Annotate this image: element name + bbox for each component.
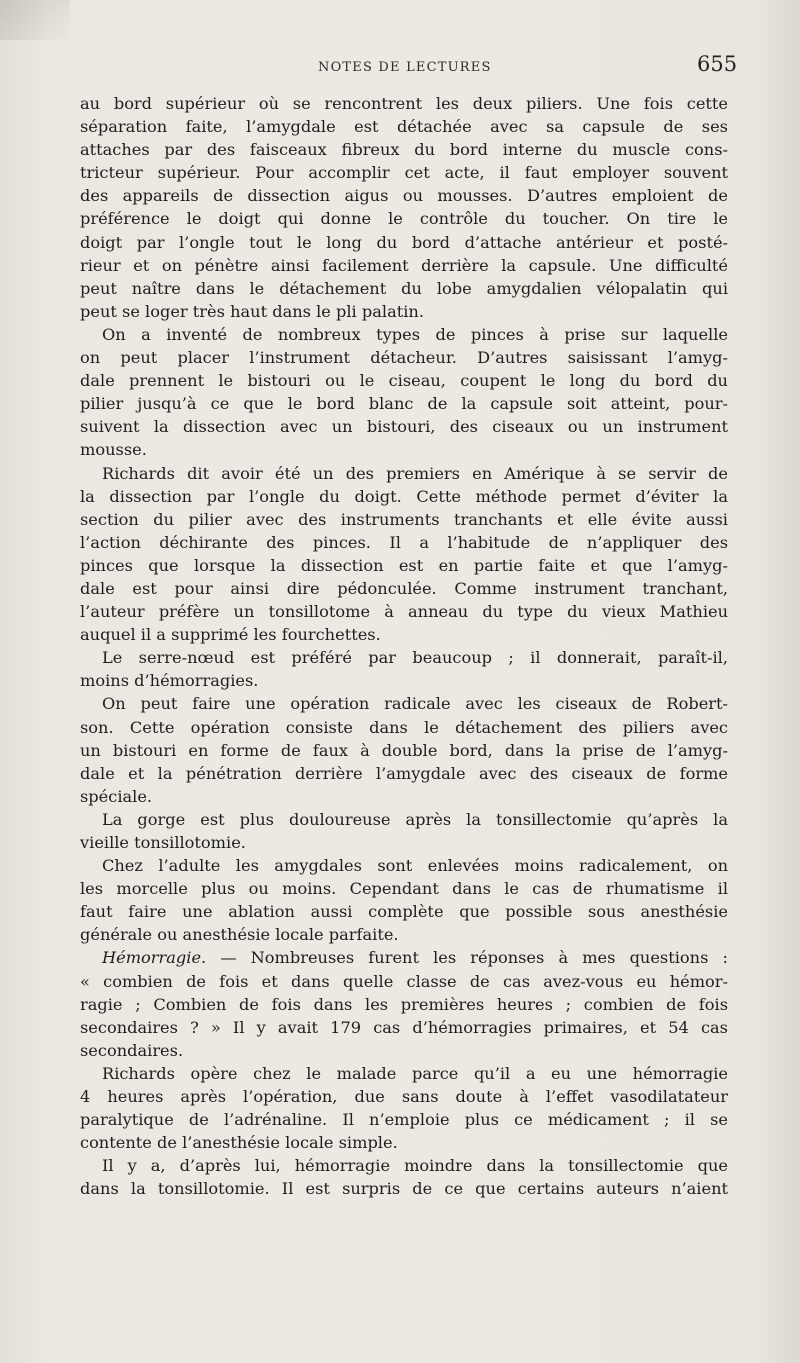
text-line-content: vieille tonsillotomie. xyxy=(80,833,246,852)
text-line-content: les morcelle plus ou moins. Cependant dans le cas de rhumatisme il xyxy=(80,879,728,899)
text-line-content: son. Cette opération consiste dans le détachement des piliers avec xyxy=(80,717,728,737)
text-line xyxy=(80,923,728,946)
text-line-content: moins d’hémorragies. xyxy=(80,671,259,691)
text-line xyxy=(80,1085,728,1108)
text-line xyxy=(80,485,728,508)
text-line-content: peut se loger très haut dans le pli palatin. xyxy=(80,301,424,321)
text-line xyxy=(80,231,728,254)
text-line xyxy=(80,600,728,623)
text-line-content: Richards opère chez le malade parce qu’il a eu une hémorragie xyxy=(102,1063,728,1083)
text-line xyxy=(80,854,728,877)
text-line xyxy=(80,762,728,785)
text-line xyxy=(80,531,728,554)
text-line-content: paralytique de l’adrénaline. Il n’emploie plus ce médicament ; il se xyxy=(80,1110,728,1130)
text-line xyxy=(80,462,728,485)
text-line xyxy=(80,970,728,993)
text-line xyxy=(80,1062,728,1085)
text-line-content: attaches par des faisceaux fibreux du bord interne du muscle cons- xyxy=(80,140,728,160)
text-line-content: l’action déchirante des pinces. Il a l’habitude de n’appliquer des xyxy=(80,532,728,552)
page-number: 655 xyxy=(697,52,738,76)
text-line-content: dale prennent le bistouri ou le ciseau, coupent le long du bord du xyxy=(80,371,728,391)
text-line xyxy=(80,508,728,531)
text-line-content: séparation faite, l’amygdale est détachée avec sa capsule de ses xyxy=(80,117,728,137)
text-line xyxy=(80,369,728,392)
text-line xyxy=(80,877,728,900)
text-line-content: Chez l’adulte les amygdales sont enlevées moins radicalement, on xyxy=(102,856,728,876)
text-line xyxy=(80,277,728,300)
text-line-content: pilier jusqu’à ce que le bord blanc de la capsule soit atteint, pour- xyxy=(80,394,728,414)
text-line xyxy=(80,808,728,831)
text-line xyxy=(80,161,728,184)
text-line xyxy=(80,831,728,854)
text-line xyxy=(80,415,728,438)
running-title: NOTES DE LECTURES xyxy=(318,60,492,75)
text-line xyxy=(80,346,728,369)
text-line xyxy=(80,392,728,415)
body-text xyxy=(80,92,728,1201)
text-line-content: On a inventé de nombreux types de pinces à prise sur laquelle xyxy=(102,324,728,344)
text-line-content: 4 heures après l’opération, due sans doute à l’effet vasodilatateur xyxy=(80,1087,728,1107)
text-line-content: l’auteur préfère un tonsillotome à anneau du type du vieux Mathieu xyxy=(80,602,728,622)
text-line xyxy=(80,577,728,600)
text-line-content: « combien de fois et dans quelle classe de cas avez-vous eu hémor- xyxy=(80,971,728,991)
text-line xyxy=(80,1177,728,1200)
text-line xyxy=(80,716,728,739)
text-line xyxy=(80,692,728,715)
text-line-content: contente de l’anesthésie locale simple. xyxy=(80,1133,398,1153)
text-line-content: au bord supérieur où se rencontrent les deux piliers. Une fois cette xyxy=(80,94,728,113)
text-line-content: générale ou anesthésie locale parfaite. xyxy=(80,925,399,945)
text-line-content: rieur et on pénètre ainsi facilement derrière la capsule. Une difficulté xyxy=(80,255,728,275)
text-line-content: Richards dit avoir été un des premiers en Amérique à se servir de xyxy=(102,463,728,483)
text-line xyxy=(80,138,728,161)
text-line-content: Le serre-nœud est préféré par beaucoup ; il donnerait, paraît-il, xyxy=(102,648,728,668)
text-line-content: dale est pour ainsi dire pédonculée. Comme instrument tranchant, xyxy=(80,578,728,598)
text-line xyxy=(80,1016,728,1039)
text-line xyxy=(80,438,728,461)
text-line-content: faut faire une ablation aussi complète que possible sous anesthésie xyxy=(80,902,728,922)
text-line-content: mousse. xyxy=(80,440,147,460)
text-line xyxy=(80,554,728,577)
text-line xyxy=(80,1154,728,1177)
text-line xyxy=(80,739,728,762)
text-line xyxy=(80,300,728,323)
text-line-content: auquel il a supprimé les fourchettes. xyxy=(80,625,381,645)
text-line xyxy=(80,993,728,1016)
text-line xyxy=(80,207,728,230)
text-line-content: Il y a, d’après lui, hémorragie moindre dans la tonsillectomie que xyxy=(102,1156,728,1176)
text-line xyxy=(80,1131,728,1154)
section-heading-italic: Hémorragie. xyxy=(102,948,207,968)
text-line xyxy=(80,785,728,808)
text-line-content: dale et la pénétration derrière l’amygdale avec des ciseaux de forme xyxy=(80,763,728,783)
text-line-content: section du pilier avec des instruments tranchants et elle évite aussi xyxy=(80,509,728,529)
text-line xyxy=(80,92,728,115)
text-line-content: secondaires ? » Il y avait 179 cas d’hémorragies primaires, et 54 cas xyxy=(80,1017,728,1037)
text-line xyxy=(80,115,728,138)
text-line xyxy=(80,1039,728,1062)
text-line-content: un bistouri en forme de faux à double bord, dans la prise de l’amyg- xyxy=(80,740,728,760)
text-line-content: des appareils de dissection aigus ou mousses. D’autres emploient de xyxy=(80,186,728,206)
text-line xyxy=(80,1108,728,1131)
text-line-content: pinces que lorsque la dissection est en partie faite et que l’amyg- xyxy=(80,555,728,575)
text-line xyxy=(80,623,728,646)
text-line-content: suivent la dissection avec un bistouri, des ciseaux ou un instrument xyxy=(80,417,728,437)
text-line-content: on peut placer l’instrument détacheur. D’autres saisissant l’amyg- xyxy=(80,348,728,368)
text-line-content: La gorge est plus douloureuse après la tonsillectomie qu’après la xyxy=(102,809,728,829)
text-line xyxy=(80,254,728,277)
text-line-content: dans la tonsillotomie. Il est surpris de ce que certains auteurs n’aient xyxy=(80,1179,728,1199)
text-line xyxy=(80,900,728,923)
text-line xyxy=(80,323,728,346)
text-line-content: On peut faire une opération radicale avec les ciseaux de Robert- xyxy=(102,694,728,714)
text-line xyxy=(80,646,728,669)
text-line-content: — Nombreuses furent les réponses à mes questions : xyxy=(220,948,728,968)
text-line-content: préférence le doigt qui donne le contrôle du toucher. On tire le xyxy=(80,209,728,229)
running-head xyxy=(0,52,800,82)
text-line-content: doigt par l’ongle tout le long du bord d’attache antérieur et posté- xyxy=(80,232,728,252)
text-line xyxy=(80,669,728,692)
text-line xyxy=(80,946,728,969)
text-line xyxy=(80,184,728,207)
text-line-content: ragie ; Combien de fois dans les premières heures ; combien de fois xyxy=(80,994,728,1014)
text-line-content: peut naître dans le détachement du lobe amygdalien vélopalatin qui xyxy=(80,278,728,298)
text-line-content: spéciale. xyxy=(80,786,153,806)
text-line-content: la dissection par l’ongle du doigt. Cette méthode permet d’éviter la xyxy=(80,486,728,506)
text-line-content: secondaires. xyxy=(80,1040,184,1060)
text-line-content: tricteur supérieur. Pour accomplir cet acte, il faut employer souvent xyxy=(80,163,728,183)
